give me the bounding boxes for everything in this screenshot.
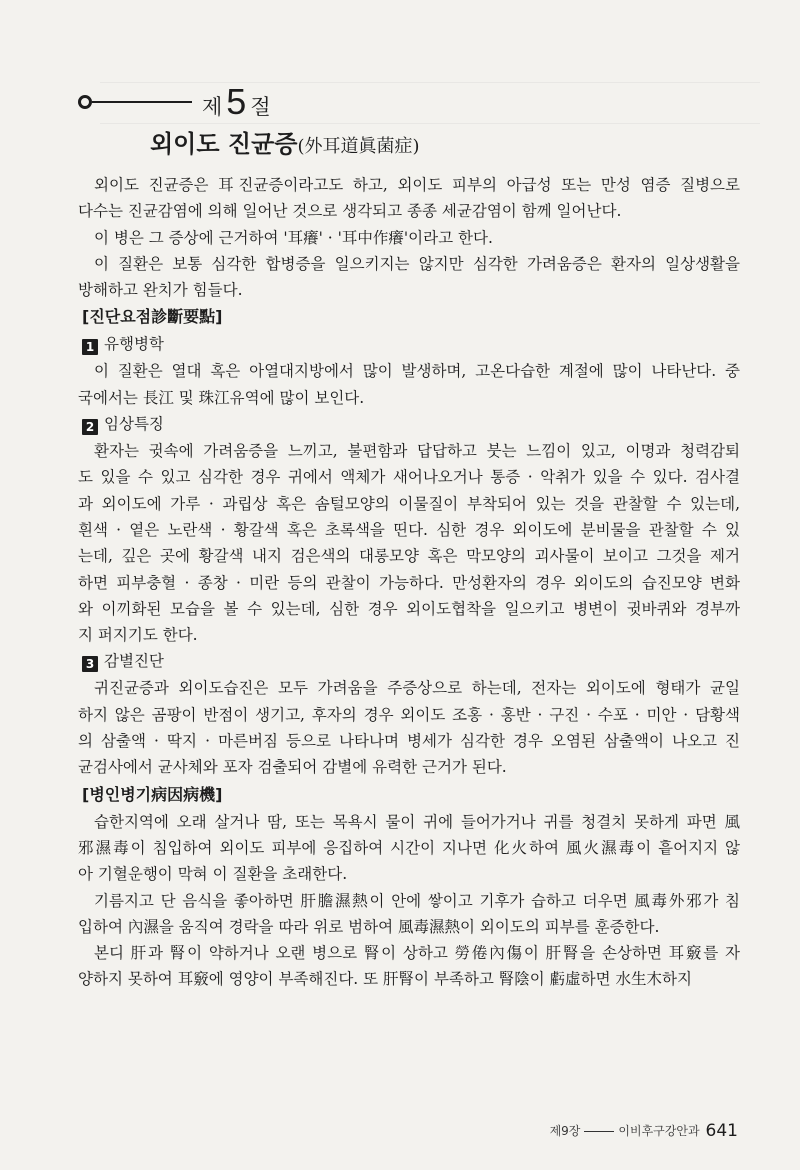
section-prefix: 제 [202,95,223,119]
text-line: 하면 피부충혈 · 종창 · 미란 등의 관찰이 가능하다. 만성환자의 경우 외이도의 습진모양 변화 [78,573,740,592]
text-line: 邪濕毒이 침입하여 외이도 피부에 응집하여 시간이 지나면 化火하여 風火濕毒이 흩어지지 않 [78,838,740,857]
text-line: 입하여 內濕을 움직여 경락을 따라 위로 범하여 風毒濕熱이 외이도의 피부를 훈증한다. [78,917,660,936]
page-footer [550,1121,738,1141]
text-line: 하지 않은 곰팡이 반점이 생기고, 후자의 경우 외이도 조홍 · 홍반 · 구진 · 수포 · 미안 · 담황색 [78,705,740,724]
subsection-title: 임상특징 [104,415,164,434]
section-heading-diagnosis: [진단요점診斷要點] [82,307,223,327]
number-badge: 1 [82,339,98,355]
text-line: 다수는 진균감염에 의해 일어난 것으로 생각되고 종종 세균감염이 함께 일어난다. [78,202,622,221]
footer-rule [584,1131,614,1132]
text-line: 균검사에서 균사체와 포자 검출되어 감별에 유력한 근거가 된다. [78,758,507,777]
circle-icon [78,95,92,109]
text-line: 의 삼출액 · 딱지 · 마른버짐 등으로 나타나며 병세가 심각한 경우 오염된 삼출액이 나오고 진 [78,732,740,751]
text-line: 외이도 진균증은 耳진균증이라고도 하고, 외이도 피부의 아급성 또는 만성 염증 질병으로 [94,176,740,194]
header-rule [92,101,192,103]
document-body [78,172,740,993]
section-heading-etiology: [병인병기病因病機] [82,784,223,804]
text-line: 본디 肝과 腎이 약하거나 오랜 병으로 腎이 상하고 勞倦內傷이 肝腎을 손상하면 耳竅를 자 [94,944,740,963]
text-line: 방해하고 완치가 힘들다. [78,281,243,300]
text-line: 환자는 귓속에 가려움증을 느끼고, 불편함과 답답하고 붓는 느낌이 있고, 이명과 청력감퇴 [94,442,740,461]
text-line: 이 병은 그 증상에 근거하여 '耳癢' · '耳中作癢'이라고 한다. [94,228,493,247]
footer-section: 이비후구강안과 [618,1124,700,1138]
title-hanja: (外耳道眞菌症) [297,136,420,157]
footer-chapter: 제9장 [549,1124,581,1138]
text-line: 흰색 · 옅은 노란색 · 황갈색 혹은 초록색을 띤다. 심한 경우 외이도에 분비물을 관찰할 수 있 [78,520,740,539]
section-header [78,81,378,126]
section-digit: 5 [226,81,247,122]
number-badge: 2 [82,419,98,435]
section-number [202,81,271,122]
text-line: 국에서는 長江 및 珠江유역에 많이 보인다. [78,388,365,407]
text-line: 도 있을 수 있고 심각한 경우 귀에서 액체가 새어나오거나 통증 · 악취가 있을 수 있다. 검사결 [78,468,740,487]
text-line: 지 퍼지기도 한다. [78,626,198,645]
text-line: 는데, 깊은 곳에 황갈색 내지 검은색의 대롱모양 혹은 막모양의 괴사물이 보이고 그것을 제거 [78,547,740,566]
text-line: 아 기혈운행이 막혀 이 질환을 초래한다. [78,865,348,884]
title-main: 외이도 진균증 [150,130,298,158]
text-line: 이 질환은 열대 혹은 아열대지방에서 많이 발생하며, 고온다습한 계절에 많이 나타난다. 중 [94,362,740,381]
text-line: 과 외이도에 가루 · 과립상 혹은 솜털모양의 이물질이 부착되어 있는 것을 관찰할 수 있는데, [78,494,740,513]
text-line: 와 이끼화된 모습을 볼 수 있는데, 심한 경우 외이도협착을 일으키고 병변이 귓바퀴와 경부까 [78,599,740,618]
text-line: 습한지역에 오래 살거나 땀, 또는 목욕시 물이 귀에 들어가거나 귀를 청결치 못하게 파면 風 [94,812,740,831]
subsection-heading [82,331,740,358]
text-line: 양하지 못하여 耳竅에 영양이 부족해진다. 또 肝腎이 부족하고 腎陰이 虧虛하면 水生木하지 [78,970,692,989]
text-line: 기름지고 단 음식을 좋아하면 肝膽濕熱이 안에 쌓이고 기후가 습하고 더우면 風毒外邪가 침 [94,891,740,910]
section-suffix: 절 [250,95,271,119]
subsection-title: 유행병학 [104,335,164,354]
text-line: 이 질환은 보통 심각한 합병증을 일으키지는 않지만 심각한 가려움증은 환자의 일상생활을 [94,254,740,273]
subsection-heading [82,411,740,438]
page-number: 641 [705,1121,738,1141]
page-title [150,124,420,159]
number-badge: 3 [82,656,98,672]
subsection-heading [82,648,740,675]
text-line: 귀진균증과 외이도습진은 모두 가려움을 주증상으로 하는데, 전자는 외이도에 형태가 균일 [94,679,740,698]
subsection-title: 감별진단 [104,652,164,671]
